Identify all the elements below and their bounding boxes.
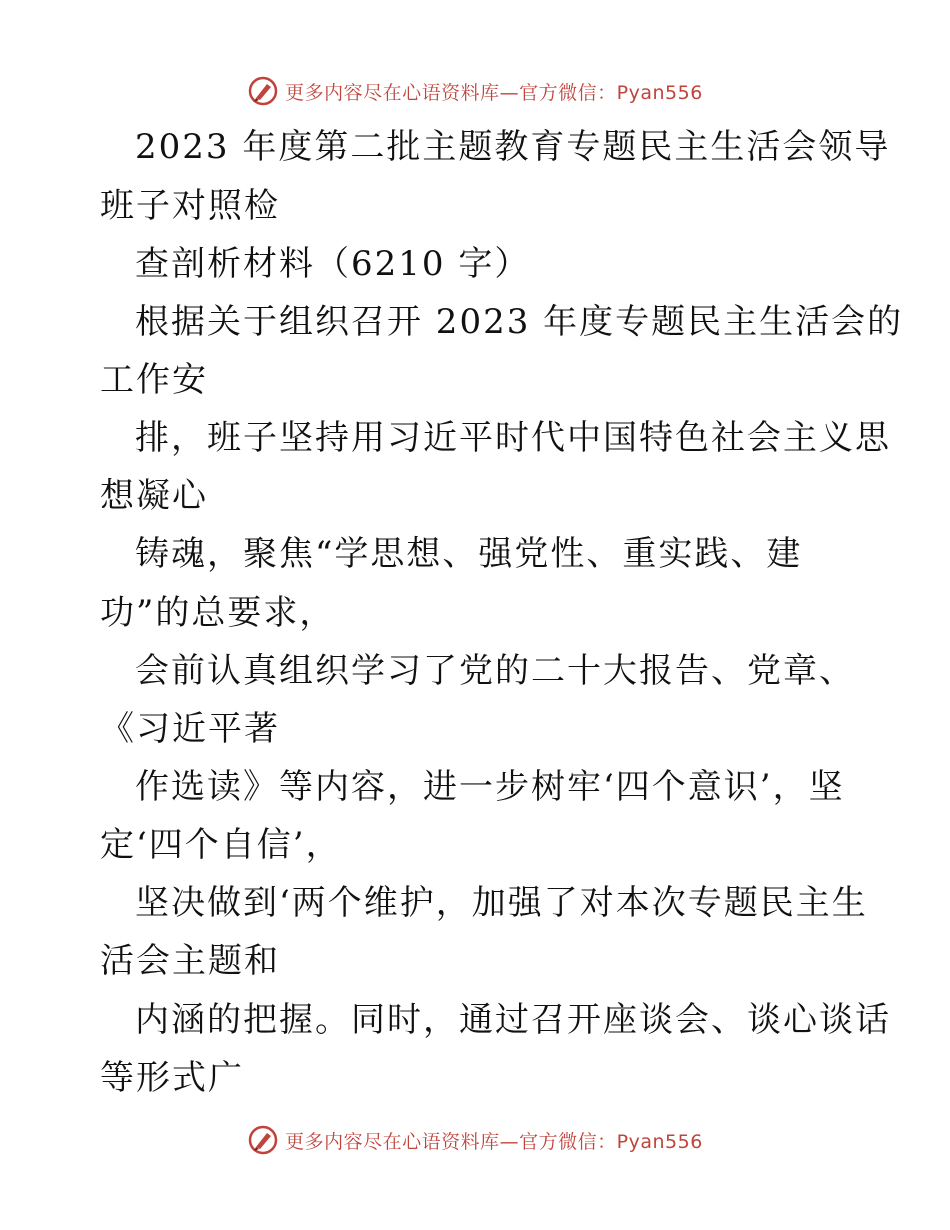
paragraph-line: 内涵的把握。同时，通过召开座谈会、谈心谈话	[135, 1000, 891, 1040]
pen-logo-icon	[247, 1124, 279, 1156]
paragraph-line: 等形式广	[100, 1058, 244, 1098]
paragraph-line: 《习近平著	[100, 709, 280, 749]
watermark-text: 更多内容尽在心语资料库—官方微信：Pyan556	[285, 1130, 703, 1153]
watermark-text: 更多内容尽在心语资料库—官方微信：Pyan556	[285, 81, 703, 104]
title-line-2: 班子对照检	[100, 186, 280, 226]
paragraph-line: 活会主题和	[100, 941, 280, 981]
paragraph-line: 铸魂，聚焦“学思想、强党性、重实践、建	[135, 534, 803, 574]
paragraph-line: 排，班子坚持用习近平时代中国特色社会主义思	[135, 418, 891, 458]
paragraph-line: 想凝心	[100, 476, 208, 516]
paragraph-line: 工作安	[100, 360, 208, 400]
title-line-3: 查剖析材料（6210 字）	[135, 244, 531, 284]
title-line-1: 2023 年度第二批主题教育专题民主生活会领导	[135, 127, 891, 167]
paragraph-line: 作选读》等内容，进一步树牢‘四个意识’，坚	[135, 767, 845, 807]
paragraph-line: 会前认真组织学习了党的二十大报告、党章、	[135, 651, 855, 691]
paragraph-line: 坚决做到‘两个维护，加强了对本次专题民主生	[135, 883, 868, 923]
paragraph-line: 定‘四个自信’，	[100, 825, 342, 865]
paragraph-line: 功”的总要求，	[100, 593, 336, 633]
footer-watermark	[0, 1120, 950, 1160]
paragraph-line: 根据关于组织召开 2023 年度专题民主生活会的	[135, 302, 904, 342]
